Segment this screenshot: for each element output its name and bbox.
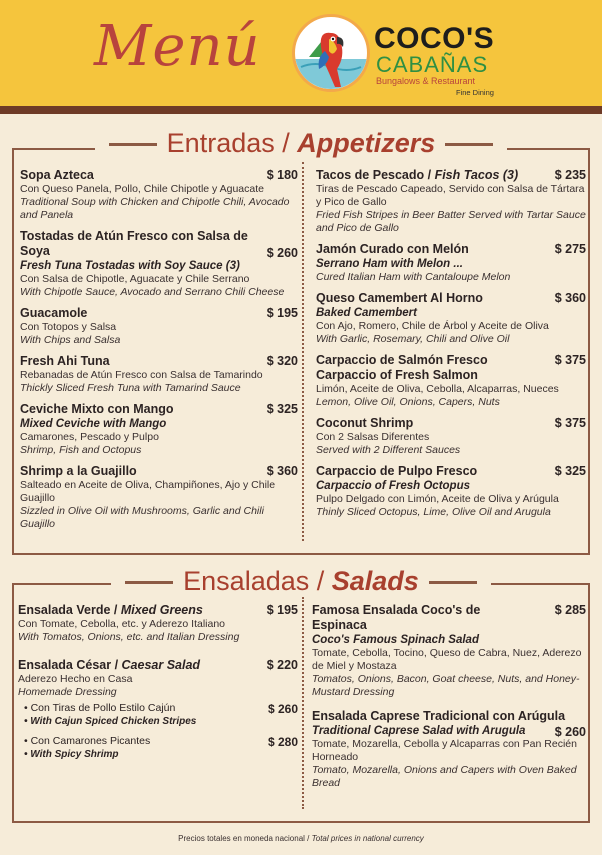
menu-item [312,603,586,699]
column-divider [302,162,304,541]
item-description: Tiras de Pescado Capeado, Servido con Salsa de Tártara y Pico de Gallo [316,183,585,208]
item-price: $ 260 [554,725,586,739]
item-price: $ 195 [266,603,298,617]
item-description: Con 2 Salsas Diferentes [316,431,430,443]
item-description: Pulpo Delgado con Limón, Aceite de Oliva y Arúgula [316,493,559,505]
item-name: Ceviche Mixto con Mango [20,402,174,416]
item-price: $ 375 [554,353,586,367]
brand-fine-dining: Fine Dining [456,88,494,97]
sub-item [24,735,298,761]
footer-es: Precios totales en moneda nacional / [178,834,312,843]
menu-item [20,354,298,395]
item-description: Con Queso Panela, Pollo, Chile Chipotle y Aguacate [20,183,264,195]
menu-item [20,229,298,299]
item-description-en: Served with 2 Different Sauces [316,444,461,456]
item-price: $ 235 [554,168,586,182]
item-description: Con Tomate, Cebolla, etc. y Aderezo Italiano [18,618,226,630]
item-description: Limón, Aceite de Oliva, Cebolla, Alcaparras, Nueces [316,383,559,395]
parrot-logo-icon [292,14,370,92]
sub-item-price: $ 260 [267,702,298,716]
menu-title: Menú [94,14,261,79]
item-name: Ensalada Caprese Tradicional con Arúgula [312,709,566,723]
item-name: Carpaccio de Salmón Fresco [316,353,488,367]
item-description-en: Homemade Dressing [18,686,117,698]
menu-item [20,306,298,347]
item-name: Tacos de Pescado / [316,168,435,182]
item-description: Con Salsa de Chipotle, Aguacate y Chile Serrano [20,273,250,285]
item-description: Con Ajo, Romero, Chile de Árbol y Aceite de Oliva [316,320,549,332]
item-description-en: Traditional Soup with Chicken and Chipotle Chili, Avocado and Panela [20,196,290,221]
item-name-en: Baked Camembert [316,307,417,319]
item-description-en: Tomatos, Onions, Bacon, Goat cheese, Nuts, and Honey-Mustard Dressing [312,673,580,698]
item-description-en: Thickly Sliced Fresh Tuna with Tamarind Sauce [20,382,241,394]
item-name: Fresh Ahi Tuna [20,354,110,368]
salads-title [0,566,602,597]
menu-item [20,168,298,222]
item-price: $ 320 [266,354,298,368]
item-description: Tomate, Mozarella, Cebolla y Alcaparras con Pan Recién Horneado [312,738,577,763]
item-description-en: Tomato, Mozarella, Onions and Capers with Oven Baked Bread [312,764,577,789]
appetizers-right-column [316,168,586,526]
item-description: Aderezo Hecho en Casa [18,673,133,685]
item-description-en: Cured Italian Ham with Cantaloupe Melon [316,271,511,283]
brand-name: COCO'S [374,22,495,55]
item-description-en: With Garlic, Rosemary, Chili and Olive Oil [316,333,510,345]
item-price: $ 360 [266,464,298,478]
item-description-en: Lemon, Olive Oil, Onions, Capers, Nuts [316,396,500,408]
item-name: Carpaccio de Pulpo Fresco [316,464,478,478]
item-name-en: Caesar Salad [121,658,201,672]
item-price: $ 375 [554,416,586,430]
section-title-es: Entradas / [166,128,290,158]
item-description-en: With Tomatos, Onions, etc. and Italian Dressing [18,631,240,643]
item-description-en: With Chips and Salsa [20,334,121,346]
item-price: $ 360 [554,291,586,305]
menu-item [316,416,586,457]
menu-item [316,291,586,346]
footer-note [0,834,602,843]
footer-en: Total prices in national currency [311,834,424,843]
section-title-es: Ensaladas / [183,566,325,596]
menu-item [20,464,298,531]
menu-item [20,402,298,457]
item-name: Shrimp a la Guajillo [20,464,137,478]
item-price: $ 260 [266,246,298,260]
item-description: Tomate, Cebolla, Tocino, Queso de Cabra, Nuez, Aderezo de Miel y Mostaza [312,647,582,672]
item-description: Salteado en Aceite de Oliva, Champiñones, Ajo y Chile Guajillo [20,479,276,504]
item-description: Con Totopos y Salsa [20,321,117,333]
item-name: Ensalada César / [18,658,122,672]
menu-item [312,709,586,790]
item-description-en: Sizzled in Olive Oil with Mushrooms, Garlic and Chili Guajillo [20,505,264,530]
item-name-en: Mixed Ceviche with Mango [20,418,167,430]
item-name: Jamón Curado con Melón [316,242,469,256]
item-price: $ 220 [266,658,298,672]
sub-item-name-en: • With Cajun Spiced Chicken Stripes [24,716,197,727]
appetizers-panel [12,148,590,555]
appetizers-left-column [20,168,298,538]
item-name-en: Traditional Caprese Salad with Arugula [312,725,526,737]
sub-item-price: $ 280 [267,735,298,749]
salads-right-column [312,603,586,797]
menu-item [18,658,298,761]
item-name-en: Mixed Greens [120,603,203,617]
item-name: Queso Camembert Al Horno [316,291,483,305]
item-price: $ 285 [554,603,586,617]
item-name-en: Fish Tacos (3) [434,168,519,182]
section-title-en: Salads [331,566,419,596]
section-title-en: Appetizers [297,128,436,158]
item-name: Ensalada Verde / [18,603,121,617]
item-price: $ 325 [266,402,298,416]
item-price: $ 180 [266,168,298,182]
header-divider [0,106,602,114]
item-description: Rebanadas de Atún Fresco con Salsa de Tamarindo [20,369,263,381]
menu-item [316,464,586,519]
item-name: Sopa Azteca [20,168,94,182]
item-price: $ 325 [554,464,586,478]
item-name-en: Coco's Famous Spinach Salad [312,634,479,646]
sub-item [24,702,298,728]
header [0,0,602,106]
item-description-en: Thinly Sliced Octopus, Lime, Olive Oil and Arugula [316,506,551,518]
item-name: Coconut Shrimp [316,416,414,430]
sub-item-name-en: • With Spicy Shrimp [24,749,119,760]
item-description-en: With Chipotle Sauce, Avocado and Serrano Chili Cheese [20,286,285,298]
column-divider [302,597,304,809]
item-name: Guacamole [20,306,88,320]
salads-left-column [18,603,298,768]
menu-item [18,603,298,644]
item-description-en: Fried Fish Stripes in Beer Batter Served with Tartar Sauce and Pico de Gallo [316,209,586,234]
item-name-en: Carpaccio of Fresh Octopus [316,480,471,492]
item-name-en: Carpaccio of Fresh Salmon [316,368,478,382]
sub-item-name: • Con Camarones Picantes [24,735,151,747]
sub-item-name: • Con Tiras de Pollo Estilo Cajún [24,702,176,714]
item-description-en: Shrimp, Fish and Octopus [20,444,142,456]
brand-subtitle: CABAÑAS [376,52,489,77]
menu-item [316,242,586,284]
menu-item [316,353,586,409]
item-name-en: Fresh Tuna Tostadas with Soy Sauce (3) [20,260,240,272]
item-name-en: Serrano Ham with Melon ... [316,258,463,270]
item-price: $ 275 [554,242,586,256]
item-description: Camarones, Pescado y Pulpo [20,431,159,443]
menu-item [316,168,586,235]
item-price: $ 195 [266,306,298,320]
item-name: Famosa Ensalada Coco's de Espinaca [312,603,481,632]
brand-tagline: Bungalows & Restaurant [376,76,476,86]
salads-panel [12,583,590,823]
item-name: Tostadas de Atún Fresco con Salsa de Soya [20,229,248,258]
appetizers-title [0,128,602,159]
